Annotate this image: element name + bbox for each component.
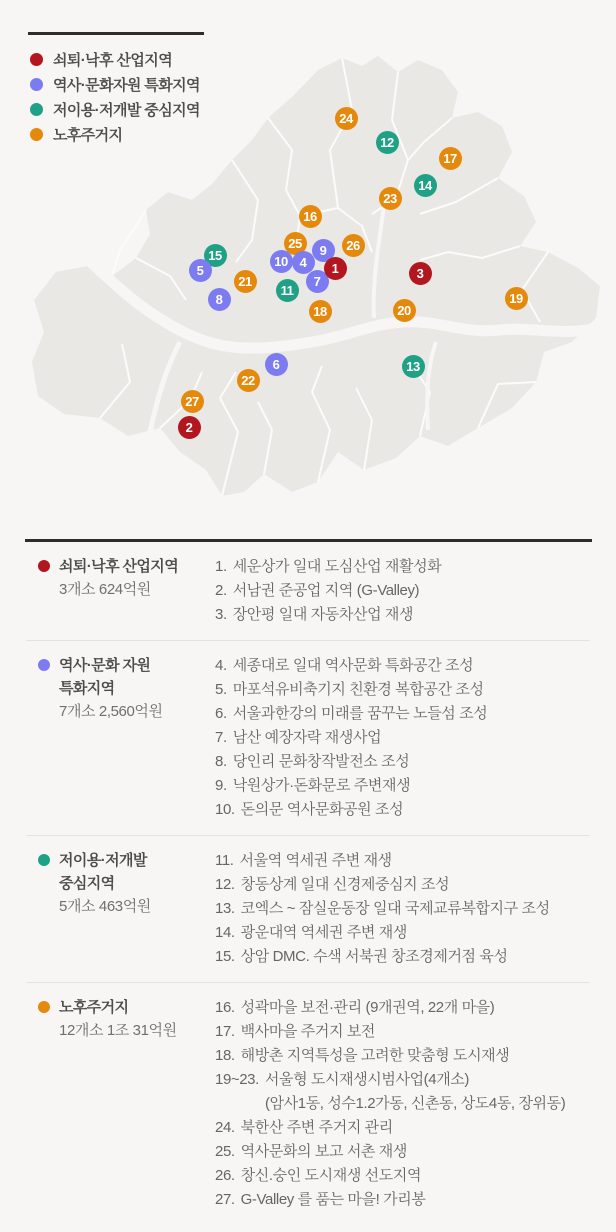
map-marker-23: 23 [379,187,402,210]
project-number: 24. [215,1119,235,1136]
project-item [215,774,590,798]
map-marker-19: 19 [505,287,528,310]
map-marker-13: 13 [402,355,425,378]
project-item [215,798,590,822]
category-title-line: 쇠퇴·낙후 산업지역 [59,558,179,575]
category-title [59,996,177,1019]
category-count: 7개소 2,560억원 [59,703,163,720]
project-number: 15. [215,948,235,965]
map-marker-24: 24 [335,107,358,130]
map-marker-25: 25 [284,232,307,255]
project-text: 성곽마을 보전·관리 (9개권역, 22개 마을) [240,999,495,1016]
project-item [215,750,590,774]
project-text: 당인리 문화창작발전소 조성 [232,753,410,770]
category-header [26,849,215,969]
category-color-dot [38,1001,50,1013]
map-marker-2: 2 [178,416,201,439]
project-text: 역사문화의 보고 서촌 재생 [240,1143,407,1160]
project-item [215,654,590,678]
map-marker-15: 15 [204,244,227,267]
legend-color-dot [30,128,43,141]
project-number: 3. [215,606,227,623]
project-number: 18. [215,1047,235,1064]
map-marker-22: 22 [237,369,260,392]
project-text: 창신.숭인 도시재생 선도지역 [240,1167,422,1184]
category-title [59,555,178,578]
project-text: 남산 예장자락 재생사업 [232,729,382,746]
map-marker-1: 1 [324,257,347,280]
project-text: 백사마을 주거지 보전 [240,1023,376,1040]
project-text: 서울형 도시재생시범사업(4개소) [264,1071,469,1088]
project-number: 17. [215,1023,235,1040]
project-item [215,603,590,627]
project-text: 돈의문 역사문화공원 조성 [240,801,404,818]
project-text: 장안평 일대 자동차산업 재생 [232,606,414,623]
project-text: 낙원상가·돈화문로 주변재생 [232,777,411,794]
map-marker-5: 5 [189,259,212,282]
map-marker-17: 17 [439,147,462,170]
project-item [215,897,590,921]
project-text: 코엑스 ~ 잠실운동장 일대 국제교류복합지구 조성 [240,900,550,917]
legend-color-dot [30,78,43,91]
category-color-dot [38,560,50,572]
project-number: 5. [215,681,227,698]
category-count: 5개소 463억원 [59,898,151,915]
map-marker-3: 3 [409,262,432,285]
map-legend [30,47,200,147]
map-marker-21: 21 [234,270,257,293]
project-item [215,1044,590,1068]
section-industrial [26,542,590,640]
category-title-line: 저이용·저개발 [59,852,147,869]
project-text: 창동상계 일대 신경제중심지 조성 [240,876,450,893]
project-number: 6. [215,705,227,722]
map-marker-7: 7 [306,270,329,293]
project-number: 2. [215,582,227,599]
project-item [215,1188,590,1212]
legend-label: 쇠퇴·낙후 산업지역 [53,52,173,69]
map-marker-6: 6 [265,353,288,376]
map-marker-27: 27 [181,390,204,413]
map-marker-16: 16 [299,205,322,228]
legend-color-dot [30,53,43,66]
project-number: 7. [215,729,227,746]
project-number: 1. [215,558,227,575]
map-marker-14: 14 [414,174,437,197]
project-number: 27. [215,1191,235,1208]
map-marker-4: 4 [292,251,315,274]
project-text: 북한산 주변 주거지 관리 [240,1119,393,1136]
project-item [215,1164,590,1188]
project-list [0,539,616,1225]
map-marker-18: 18 [309,300,332,323]
map-marker-12: 12 [376,131,399,154]
project-number: 12. [215,876,235,893]
project-item [215,1020,590,1044]
category-title [59,849,151,895]
project-item [215,1116,590,1140]
category-items [215,849,590,969]
category-title-line: 중심지역 [59,875,115,892]
project-number: 26. [215,1167,235,1184]
map-marker-9: 9 [312,239,335,262]
category-title-line: 노후주거지 [59,999,129,1016]
map-marker-10: 10 [270,250,293,273]
category-title-line: 특화지역 [59,680,115,697]
project-item [215,1068,590,1092]
legend-label: 저이용·저개발 중심지역 [53,102,200,119]
category-title [59,654,163,700]
section-residential [26,982,590,1225]
project-number: 14. [215,924,235,941]
project-item [215,702,590,726]
project-text: 해방촌 지역특성을 고려한 맞춤형 도시재생 [240,1047,510,1064]
map-marker-20: 20 [393,299,416,322]
project-item [215,1140,590,1164]
project-number: 9. [215,777,227,794]
category-color-dot [38,659,50,671]
legend-label: 역사·문화자원 특화지역 [53,77,200,94]
map-marker-11: 11 [276,279,299,302]
project-item-subline: (암사1동, 성수1.2가동, 신촌동, 상도4동, 장위동) [265,1095,566,1112]
project-number: 10. [215,801,235,818]
project-text: 서남권 준공업 지역 (G-Valley) [232,582,420,599]
project-text: 서울역 역세권 주변 재생 [239,852,392,869]
category-header [26,996,215,1212]
map-marker-8: 8 [208,288,231,311]
project-number: 11. [215,852,234,869]
legend-color-dot [30,103,43,116]
project-number: 16. [215,999,235,1016]
project-text: 세종대로 일대 역사문화 특화공간 조성 [232,657,474,674]
legend-row-residential [30,122,200,147]
project-number: 4. [215,657,227,674]
map-marker-26: 26 [342,234,365,257]
project-text: 마포석유비축기지 친환경 복합공간 조성 [232,681,484,698]
project-item [215,579,590,603]
project-item [215,726,590,750]
project-item [215,996,590,1020]
project-text: 서울과한강의 미래를 꿈꾸는 노들섬 조성 [232,705,488,722]
project-item [215,873,590,897]
legend-label: 노후주거지 [53,127,123,144]
legend-row-underused [30,97,200,122]
project-number: 19~23. [215,1071,259,1088]
category-header [26,654,215,822]
section-underused [26,835,590,982]
project-item [215,555,590,579]
project-number: 13. [215,900,235,917]
category-items [215,654,590,822]
category-items [215,996,590,1212]
project-text: 세운상가 일대 도심산업 재활성화 [232,558,442,575]
category-count: 12개소 1조 31억원 [59,1022,177,1039]
project-item [215,945,590,969]
project-item [215,921,590,945]
category-color-dot [38,854,50,866]
project-number: 8. [215,753,227,770]
project-number: 25. [215,1143,235,1160]
category-count: 3개소 624억원 [59,581,151,598]
legend-row-industrial [30,47,200,72]
legend-row-culture [30,72,200,97]
legend-top-rule [28,32,204,35]
section-culture [26,640,590,835]
category-header [26,555,215,627]
category-title-line: 역사·문화 자원 [59,657,151,674]
project-text: 상암 DMC. 수색 서북권 창조경제거점 육성 [240,948,508,965]
project-item [215,849,590,873]
category-items [215,555,590,627]
project-text: G-Valley 를 품는 마을! 가리봉 [240,1191,426,1208]
project-item [215,678,590,702]
project-text: 광운대역 역세권 주변 재생 [240,924,407,941]
